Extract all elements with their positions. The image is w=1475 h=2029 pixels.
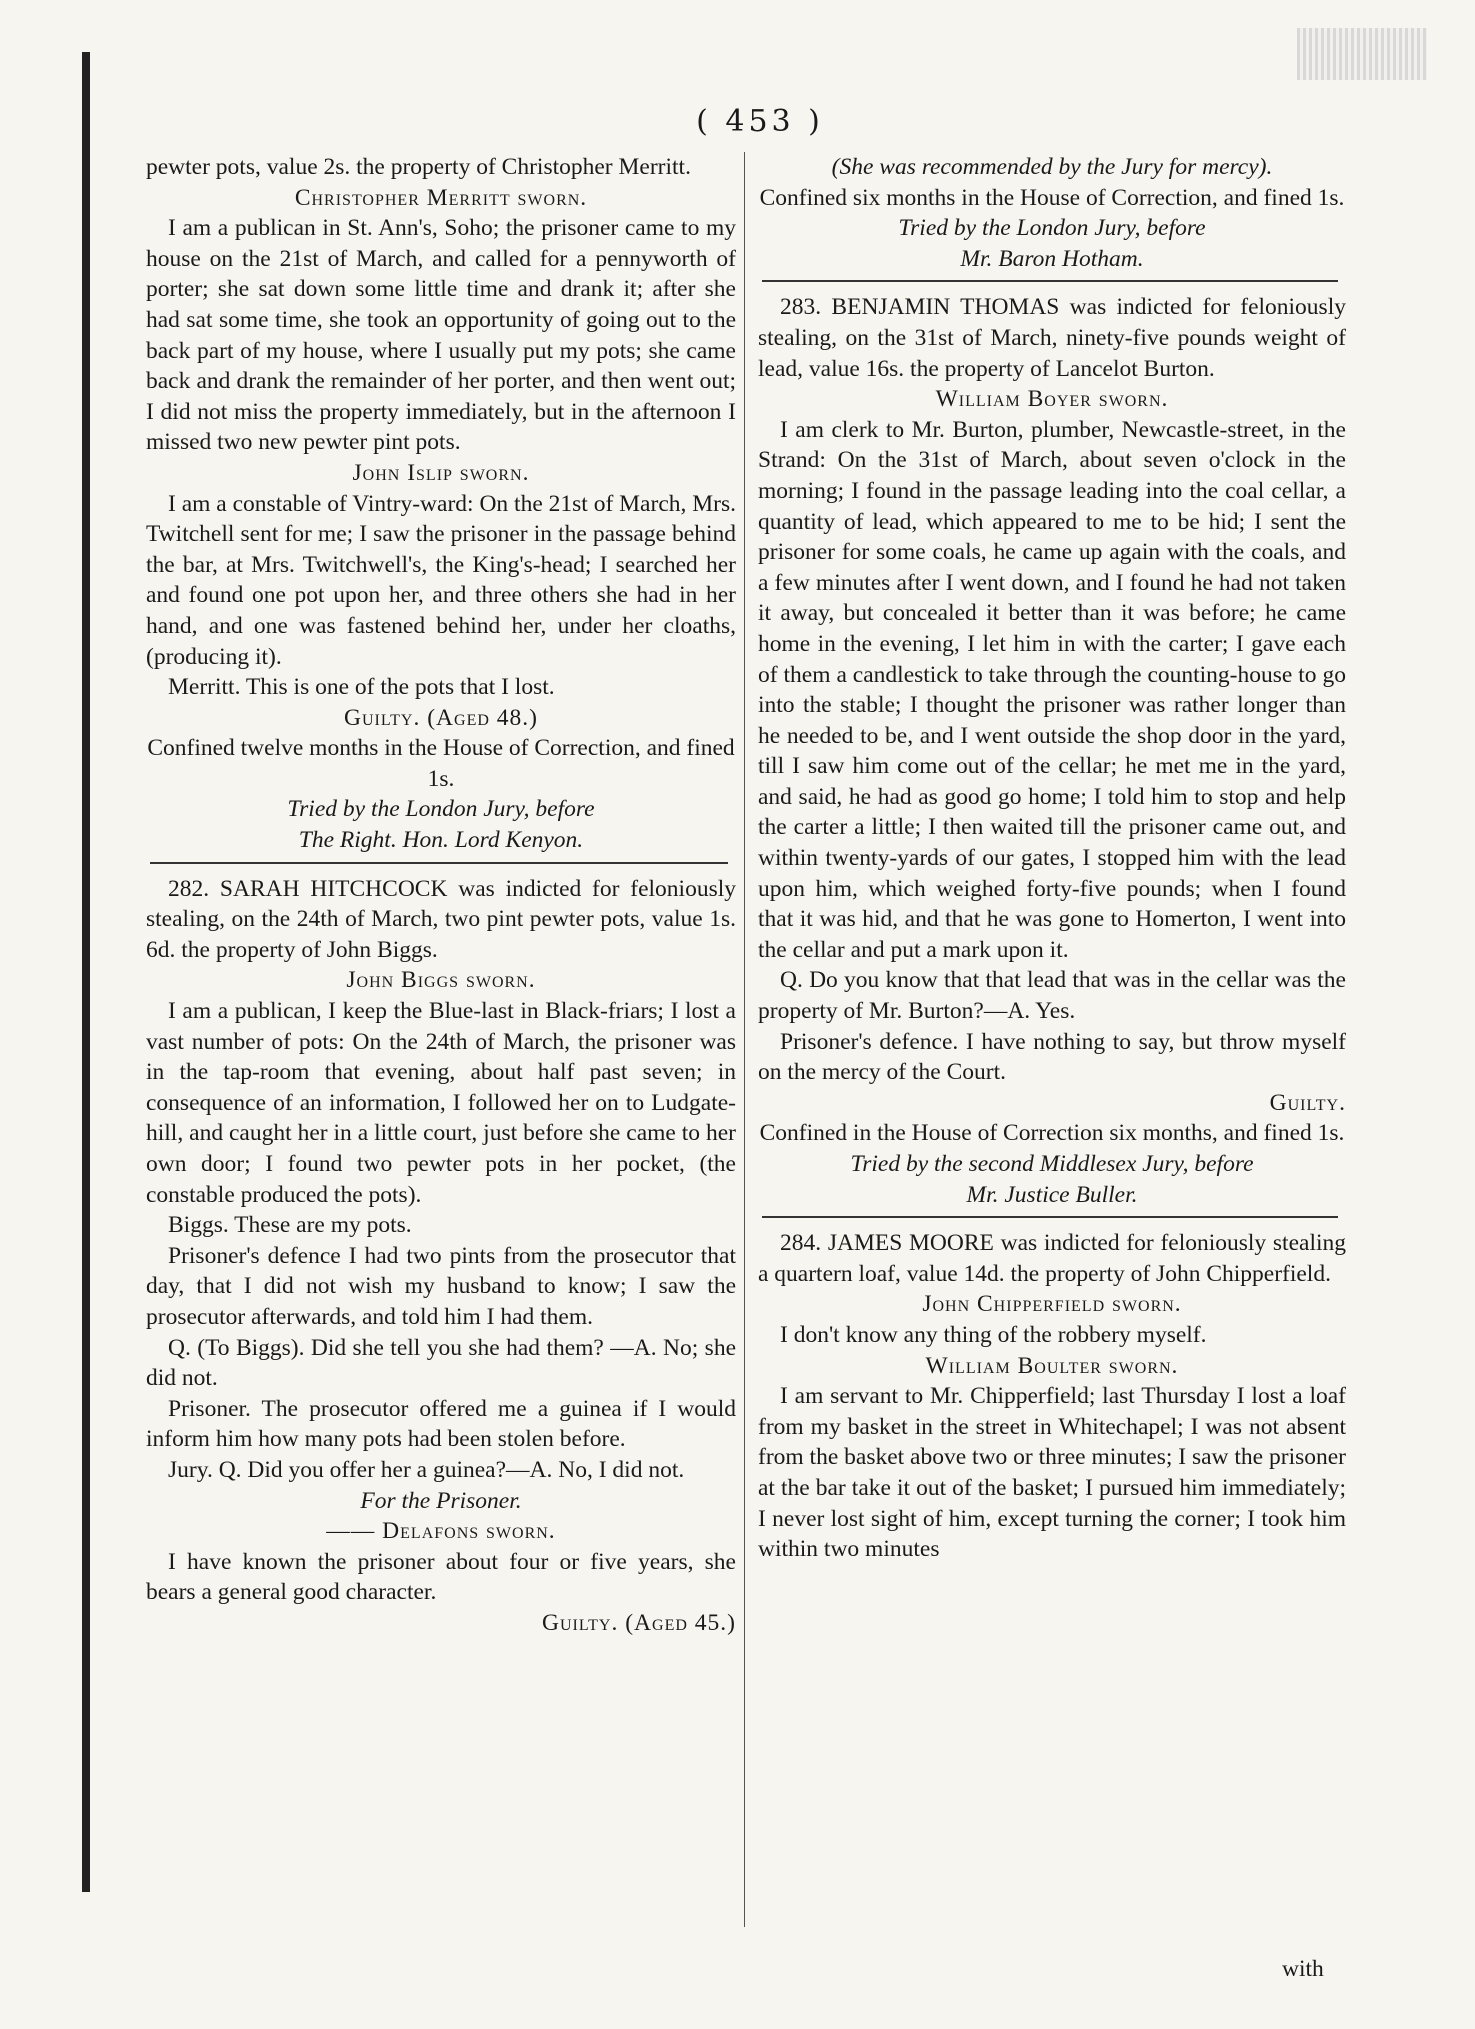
witness-heading: John Islip sworn. [352, 459, 530, 486]
left-column [146, 152, 736, 1639]
sentence: Confined six months in the House of Correction, and fined 1s. [759, 184, 1345, 211]
trial-note: Tried by the London Jury, before [287, 796, 595, 823]
case-282-indictment: 282. SARAH HITCHCOCK was indicted for feloniously stealing, on the 24th of March, two pint pewter pots, value 1s. 6d. the property of John Biggs. [146, 875, 736, 963]
question: Q. (To Biggs). Did she tell you she had them? —A. No; she did not. [146, 1334, 736, 1392]
question: Jury. Q. Did you offer her a guinea?—A. No, I did not. [168, 1456, 685, 1483]
witness-heading: Christopher Merritt sworn. [294, 184, 588, 211]
recommendation: (She was recommended by the Jury for mercy). [831, 154, 1273, 180]
testimony: I am a publican, I keep the Blue-last in Black-friars; I lost a vast number of pots: On the 24th of March, the prisoner was in the tap-room that evening, about half past seven; in consequence of an information, I followed her on to Ludgate-hill, and caught her in a little court, just before she came to her own door; I found two pewter pots in her pocket, (the constable produced the pots). [146, 998, 736, 1208]
verdict: Guilty. [1269, 1089, 1346, 1116]
witness-heading: William Boyer sworn. [935, 386, 1169, 413]
witness-heading: William Boulter sworn. [925, 1352, 1179, 1379]
judge-name: Mr. Justice Buller. [966, 1181, 1138, 1208]
testimony: I am a publican in St. Ann's, Soho; the prisoner came to my house on the 21st of March, and called for a pennyworth of porter; she sat down some little time and drank it; after she had sat some time, she took an opportunity of going out to the back part of my house, where I usually put my pots; she came back and drank the remainder of her porter, and then went out; I did not miss the property immediately, but in the afternoon I missed two new pewter pint pots. [146, 215, 736, 456]
sentence: Confined twelve months in the House of Correction, and fined 1s. [147, 735, 735, 792]
testimony: I am servant to Mr. Chipperfield; last Thursday I lost a loaf from my basket in the street in Whitechapel; I was not absent from the basket above two or three minutes; I saw the prisoner at the bar take it out of the basket; I pursued him immediately; I never lost sight of him, except turning the corner; I took him within two minutes [758, 1383, 1346, 1563]
testimony: Prisoner. The prosecutor offered me a guinea if I would inform him how many pots had been stolen before. [146, 1395, 736, 1453]
verdict: Guilty. (Aged 48.) [344, 704, 538, 731]
testimony: I don't know any thing of the robbery myself. [780, 1321, 1207, 1348]
witness-heading: —— Delafons sworn. [326, 1518, 556, 1545]
testimony: I am clerk to Mr. Burton, plumber, Newcastle-street, in the Strand: On the 31st of March, about seven o'clock in the morning; I found in the passage leading into the coal cellar, a quantity of lead, which appeared to me to be hid; I sent the prisoner for some coals, he came up again with the coals, and a few minutes after I went down, and I found he had not taken it away, but concealed it better than it was before; he came home in the evening, I let him in with the carter; I gave each of them a candlestick to take through the counting-house to go into the stable; I thought the prisoner was rather longer than he needed to be, and I went outside the shop door in the yard, till I saw him come out of the cellar; he met me in the yard, and said, he had as good go home; I told him to stop and help the carter a little; I then waited till the prisoner came out, and within twenty-yards of our gates, I stopped him with the lead upon him, which weighed forty-five pounds; when I found that it was hid, and that he was gone to Homerton, I went into the cellar and put a mark upon it. [758, 416, 1346, 963]
prisoner-defence: Prisoner's defence. I have nothing to say, but throw myself on the mercy of the Court. [758, 1028, 1346, 1086]
binding-edge [82, 52, 90, 1892]
case-divider [762, 280, 1338, 282]
case-divider [150, 862, 728, 864]
trial-note: Tried by the second Middlesex Jury, before [850, 1151, 1254, 1177]
question: Q. Do you know that that lead that was in the cellar was the property of Mr. Burton?—A. Yes. [758, 967, 1346, 1025]
column-divider [744, 152, 745, 1927]
library-stamp [1297, 28, 1427, 80]
prisoner-defence: Prisoner's defence I had two pints from the prosecutor that day, that I did not wish my husband to know; I saw the prosecutor afterwards, and told him I had them. [146, 1242, 736, 1330]
testimony: I have known the prisoner about four or five years, she bears a general good character. [146, 1548, 736, 1606]
case-divider [762, 1216, 1338, 1218]
testimony: Biggs. These are my pots. [168, 1212, 412, 1239]
testimony: Merritt. This is one of the pots that I lost. [168, 674, 555, 701]
page-number: ( 453 ) [696, 104, 824, 139]
catchword: with [1282, 1956, 1324, 1982]
continued-indictment: pewter pots, value 2s. the property of Christopher Merritt. [146, 154, 691, 180]
verdict: Guilty. (Aged 45.) [542, 1609, 736, 1636]
right-column [758, 152, 1346, 1565]
sentence: Confined in the House of Correction six months, and fined 1s. [759, 1120, 1345, 1147]
witness-heading: John Chipperfield sworn. [922, 1291, 1182, 1318]
judge-name: The Right. Hon. Lord Kenyon. [298, 827, 584, 854]
trial-note: Tried by the London Jury, before [898, 215, 1206, 242]
for-prisoner: For the Prisoner. [360, 1487, 522, 1514]
case-283-indictment: 283. BENJAMIN THOMAS was indicted for feloniously stealing, on the 31st of March, ninety-five pounds weight of lead, value 16s. the property of Lancelot Burton. [758, 294, 1346, 382]
judge-name: Mr. Baron Hotham. [960, 245, 1144, 272]
testimony: I am a constable of Vintry-ward: On the 21st of March, Mrs. Twitchell sent for me; I saw the prisoner in the passage behind the bar, at Mrs. Twitchwell's, the King's-head; I searched her and found one pot upon her, and three others she had in her hand, and one was fastened behind her, under her cloaths, (producing it). [146, 490, 736, 670]
witness-heading: John Biggs sworn. [346, 967, 536, 994]
case-284-indictment: 284. JAMES MOORE was indicted for feloniously stealing a quartern loaf, value 14d. the property of John Chipperfield. [758, 1230, 1346, 1287]
